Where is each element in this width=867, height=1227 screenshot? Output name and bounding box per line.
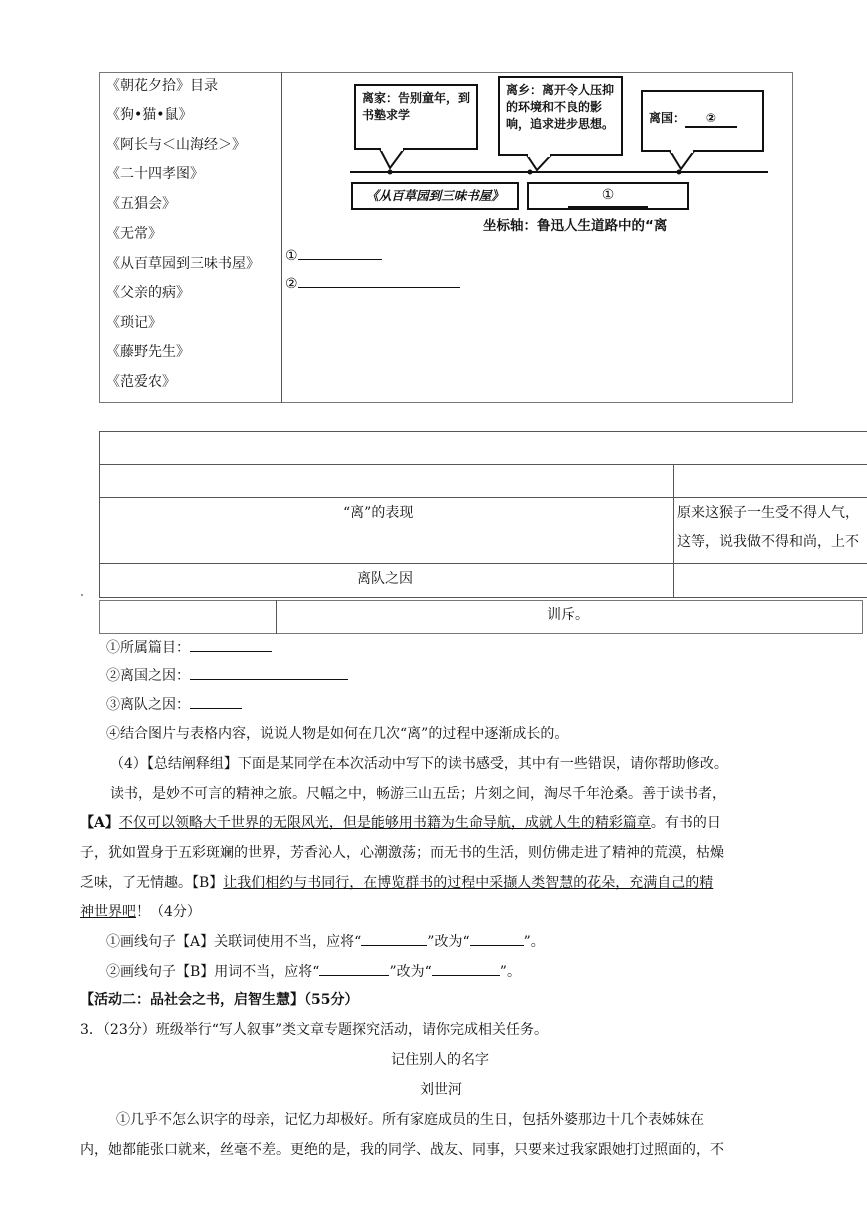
fix-question-b: ②画线句子【B】用词不当，应将“ ”改为“ ”。 xyxy=(106,961,521,982)
question-2: ②离国之因： xyxy=(106,665,348,686)
answer-line-1: ① xyxy=(285,245,382,266)
passage-line-4: 乏味，了无情趣。【B】让我们相约与书同行，在博览群书的过程中采撷人类智慧的花朵，充满自己的精 xyxy=(80,875,714,891)
cell-scold: 训斥。 xyxy=(547,607,589,623)
toc-item: 《父亲的病》 xyxy=(106,285,190,301)
toc-item: 《狗•猫•鼠》 xyxy=(106,107,193,123)
passage-line-1: 读书，是妙不可言的精神之旅。尺幅之中，畅游三山五岳；片刻之间，淘尽千年沧桑。善于读书者， xyxy=(110,786,726,802)
cell-expression-text-1: 原来这猴子一生受不得人气， xyxy=(677,505,859,521)
question-3-intro: 3．（23分）班级举行“写人叙事”类文章专题探究活动，请你完成相关任务。 xyxy=(80,1022,549,1038)
axis-box-2 xyxy=(527,182,689,210)
bubble-leave-country: 离国： ② xyxy=(641,90,764,152)
axis-line xyxy=(348,166,772,178)
toc-item: 《二十四孝图》 xyxy=(106,166,204,182)
bubble-leave-home: 离家：告别童年，到书塾求学 xyxy=(354,84,478,150)
passage-line-2: 【A】不仅可以领略大千世界的无限风光，但是能够用书籍为生命导航，成就人生的精彩篇章。有书的日 xyxy=(80,815,721,831)
cell-expression-text-2: 这等，说我做不得和尚，上不 xyxy=(677,534,859,550)
toc-item: 《范爱农》 xyxy=(106,374,176,390)
article-paragraph-1-line-2: 内，她都能张口就来，丝毫不差。更绝的是，我的同学、战友、同事，只要来过我家跟她打过照面的，不 xyxy=(80,1142,724,1158)
question-4: ④结合图片与表格内容，说说人物是如何在几次“离”的过程中逐渐成长的。 xyxy=(106,726,569,742)
axis-box-1: 《从百草园到三味书屋》 xyxy=(351,182,519,210)
toc-table-divider xyxy=(281,72,282,403)
question-1: ①所属篇目： xyxy=(106,637,272,658)
toc-item: 《藤野先生》 xyxy=(106,344,190,360)
activity-2-heading: 【活动二：品社会之书，启智生慧】（55分） xyxy=(80,992,359,1008)
blank-2: ② xyxy=(685,111,737,128)
blank-1: ① xyxy=(568,184,648,208)
scold-row xyxy=(99,600,863,634)
toc-item: 《阿长与＜山海经＞》 xyxy=(106,137,246,153)
fix-question-a: ①画线句子【A】关联词使用不当，应将“ ”改为“ ”。 xyxy=(106,931,545,952)
toc-item: 《五猖会》 xyxy=(106,196,176,212)
part-4-heading: （4）【总结阐释组】下面是某同学在本次活动中写下的读书感受，其中有一些错误，请你帮助修改。 xyxy=(110,756,728,772)
toc-item: 《琐记》 xyxy=(106,315,162,331)
cell-expression-label: “离”的表现 xyxy=(343,505,414,521)
article-author: 刘世河 xyxy=(420,1082,462,1098)
passage-line-5: 神世界吧！（4分） xyxy=(80,904,201,920)
answer-line-2: ② xyxy=(285,273,460,294)
figure-caption: 坐标轴：鲁迅人生道路中的“离 xyxy=(483,218,668,234)
toc-item: 《无常》 xyxy=(106,226,162,242)
toc-item: 《从百草园到三味书屋》 xyxy=(106,256,260,272)
toc-item: 《朝花夕拾》目录 xyxy=(106,78,218,94)
bubble-leave-hometown: 离乡：离开令人压抑的环境和不良的影响，追求进步思想。 xyxy=(498,76,623,156)
passage-line-3: 子，犹如置身于五彩斑斓的世界，芳香沁人，心潮激荡；而无书的生活，则仿佛走进了精神的荒漠，枯燥 xyxy=(80,845,724,861)
question-3: ③离队之因： xyxy=(106,694,242,715)
article-title: 记住别人的名字 xyxy=(391,1052,489,1068)
cell-reason-label: 离队之因 xyxy=(357,571,413,587)
article-paragraph-1-line-1: ①几乎不怎么识字的母亲，记忆力却极好。所有家庭成员的生日，包括外婆那边十几个表姊妹在 xyxy=(116,1112,704,1128)
